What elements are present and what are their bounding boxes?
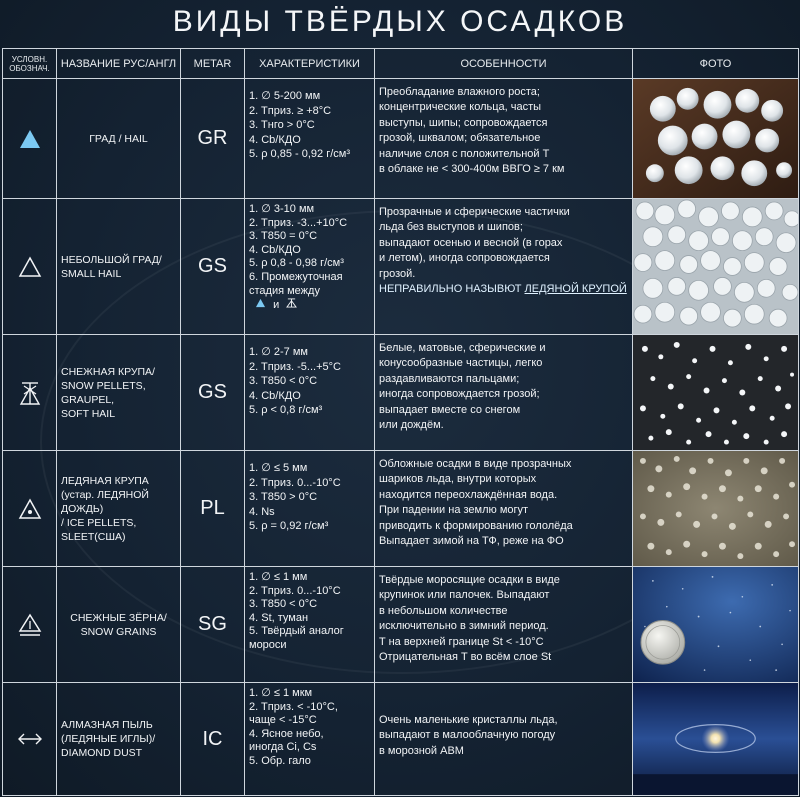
char-line: 1. ∅ ≤ 1 мм (249, 571, 308, 583)
header-name: НАЗВАНИЕ РУС/АНГЛ (57, 49, 181, 79)
char-line: 5. ρ < 0,8 г/см³ (249, 404, 323, 417)
header-characteristics: ХАРАКТЕРИСТИКИ (245, 49, 375, 79)
ice-pellets-photo (633, 451, 799, 567)
name-line: (ЛЕДЯНЫЕ ИГЛЫ)/ (61, 733, 156, 745)
ice-pellets-symbol (3, 451, 57, 567)
header-photo: ФОТО (633, 49, 799, 79)
char-line: 4. Ns (249, 505, 275, 518)
feat-line: в небольшом количестве (379, 604, 508, 617)
feat-line: T на верхней границе St < -10°C (379, 635, 544, 648)
snow-grains-symbol (3, 567, 57, 683)
char-line: 4. Cb/КДО (249, 133, 301, 146)
char-line: 1. ∅ ≤ 5 мм (249, 462, 308, 474)
feat-line: наличие слоя с положительной T (379, 147, 550, 160)
feat-line: приводить к формированию гололёда (379, 519, 573, 532)
name-line: GRAUPEL, (61, 393, 115, 406)
name-line: SOFT HAIL (61, 407, 116, 420)
char-line: 2. Tприз. -5...+5°C (249, 360, 341, 373)
precipitation-table (2, 48, 799, 796)
feat-line: крупинок или палочек. Выпадают (379, 589, 550, 602)
feat-line: исключительно в зимний период. (379, 620, 549, 633)
snow-grains-coin-photo (633, 567, 798, 682)
snow-grains-features (375, 567, 633, 683)
diamond-dust-characteristics (245, 683, 375, 796)
char-line: 1. ∅ 5-200 мм (249, 90, 321, 102)
hail-photo (633, 79, 799, 199)
char-line: 2. Tприз. ≥ +8°C (249, 104, 332, 117)
name-line: СНЕЖНАЯ КРУПА/ (61, 365, 155, 378)
feat-line: Белые, матовые, сферические и (379, 342, 546, 354)
feat-line: находится переохлаждённая вода. (379, 488, 558, 501)
char-line: иногда Ci, Cs (249, 741, 317, 754)
char-line: 4. Cb/КДО (249, 243, 301, 256)
hailstones-photo (633, 79, 798, 198)
feat-line: Преобладание влажного роста; (379, 86, 540, 98)
char-line: 4. St, туман (249, 611, 309, 624)
char-line: чаще < -15°C (249, 714, 317, 727)
name-line: SMALL HAIL (61, 267, 122, 280)
char-symbols (249, 298, 372, 313)
warning-prefix: НЕПРАВИЛЬНО НАЗЫВЮТ (379, 283, 522, 296)
feat-line: Очень маленькие кристаллы льда, (379, 714, 558, 726)
char-line: 2. Tприз. 0...-10°C (249, 476, 341, 489)
char-line: 1. ∅ ≤ 1 мкм (249, 687, 313, 699)
char-line: 2. Tприз. 0...-10°C (249, 584, 341, 597)
snow-pellets-features (375, 335, 633, 451)
feat-line: льда без выступов и шипов; (379, 221, 523, 234)
small-hail-name (57, 199, 181, 335)
feat-line: Прозрачные и сферические частички (379, 206, 570, 218)
outline-triangle-icon (18, 256, 42, 278)
feat-line: в облаке не < 300-400м ВВГО ≥ 7 км (379, 163, 565, 176)
small-hail-photo (633, 199, 799, 335)
name-line: НЕБОЛЬШОЙ ГРАД/ (61, 253, 162, 266)
name-line: ДОЖДЬ) (61, 502, 104, 515)
feat-line: или дождём. (379, 419, 444, 432)
feat-line: иногда сопровождается грозой; (379, 388, 540, 401)
name-line: АЛМАЗНАЯ ПЫЛЬ (61, 719, 153, 731)
symbols-joiner: и (273, 299, 280, 312)
name-line: (устар. ЛЕДЯНОЙ (61, 488, 149, 501)
filled-triangle-icon (18, 128, 42, 150)
feat-line: Выпадает зимой на ТФ, реже на ФО (379, 535, 564, 548)
feat-line: грозой. (379, 267, 416, 280)
feat-line: Отрицательная T во всём слое St (379, 651, 552, 664)
snow-pellet-icon (286, 298, 297, 308)
char-line: 5. Обр. гало (249, 754, 311, 767)
feat-line: в морозной АВМ (379, 744, 464, 757)
snow-grains-name (57, 567, 181, 683)
header-features: ОСОБЕННОСТИ (375, 49, 633, 79)
diamond-dust-symbol (3, 683, 57, 796)
hail-symbol (3, 79, 57, 199)
feat-line: Твёрдые моросящие осадки в виде (379, 574, 560, 586)
small-hail-symbol (3, 199, 57, 335)
name-line: SLEET(США) (61, 530, 126, 543)
char-line: 2. Tприз. -3...+10°C (249, 216, 348, 229)
char-line: 3. T850 > 0°C (249, 491, 318, 504)
small-hail-characteristics (245, 199, 375, 335)
char-line: 6. Промежуточная (249, 270, 343, 283)
char-line: 3. Tнго > 0°C (249, 119, 315, 132)
diamond-dust-halo-photo (633, 683, 798, 795)
feat-line: выпадают в малооблачную погоду (379, 729, 556, 742)
snow-grains-metar: SG (181, 567, 245, 683)
ice-pellets-metar: PL (181, 451, 245, 567)
diamond-dust-name (57, 683, 181, 796)
snow-pellets-symbol (3, 335, 57, 451)
feat-line: конусообразные частицы, легко (379, 357, 543, 370)
small-hail-features (375, 199, 633, 335)
name-line: SNOW GRAINS (80, 625, 157, 638)
char-line: 1. ∅ 2-7 мм (249, 346, 308, 358)
feat-line: выпадают осенью и весной (в горах (379, 236, 563, 249)
triangle-line-icon (18, 613, 42, 637)
feat-line: грозой, шквалом; обязательное (379, 132, 541, 145)
small-hail-metar: GS (181, 199, 245, 335)
diamond-dust-features (375, 683, 633, 796)
name-line: ГРАД / HAIL (89, 132, 148, 145)
feat-line: выступы, шипы; сопровождается (379, 116, 548, 129)
ice-pellets-features (375, 451, 633, 567)
char-line: 5. ρ 0,85 - 0,92 г/см³ (249, 148, 350, 161)
snow-grains-characteristics (245, 567, 375, 683)
char-line: 3. T850 = 0°C (249, 230, 318, 243)
snow-pellets-characteristics (245, 335, 375, 451)
small-hail-photo-image (633, 199, 798, 334)
snow-pellets-metar: GS (181, 335, 245, 451)
diamond-dust-metar: IC (181, 683, 245, 796)
char-line: 5. Твёрдый аналог (249, 625, 344, 638)
feat-line: и летом), иногда сопровождается (379, 252, 550, 265)
feat-line: Обложные осадки в виде прозрачных (379, 458, 572, 470)
name-line: ЛЕДЯНАЯ КРУПА (61, 474, 149, 487)
ice-pellets-characteristics (245, 451, 375, 567)
feat-line: шариков льда, внутри которых (379, 473, 537, 486)
double-arrow-icon (17, 732, 43, 746)
name-line: DIAMOND DUST (61, 747, 143, 759)
char-line: 3. T850 < 0°C (249, 375, 318, 388)
name-line: SNOW PELLETS, (61, 379, 146, 392)
feat-line: выпадает вместе со снегом (379, 403, 521, 416)
snow-pellets-photo (633, 335, 799, 451)
ice-pellets-photo-image (633, 451, 798, 566)
char-line: 5. ρ 0,8 - 0,98 г/см³ (249, 257, 344, 270)
warning-term: ЛЕДЯНОЙ КРУПОЙ (524, 283, 627, 296)
feat-line: концентрические кольца, часты (379, 101, 542, 114)
hail-metar: GR (181, 79, 245, 199)
feat-line: раздавливаются пальцами; (379, 372, 520, 385)
snow-pellet-icon (18, 380, 42, 406)
page-title: ВИДЫ ТВЁРДЫХ ОСАДКОВ (172, 5, 628, 38)
char-line: 2. Tприз. < -10°C, (249, 700, 338, 713)
char-line: 4. Ясное небо, (249, 727, 324, 740)
name-line: / ICE PELLETS, (61, 516, 137, 529)
char-line: 3. T850 < 0°C (249, 598, 318, 611)
char-line: 1. ∅ 3-10 мм (249, 203, 315, 215)
snow-pellets-name (57, 335, 181, 451)
diamond-dust-photo (633, 683, 799, 796)
graupel-photo (633, 335, 798, 450)
name-line: СНЕЖНЫЕ ЗЁРНА/ (70, 611, 167, 624)
hail-characteristics (245, 79, 375, 199)
hail-name (57, 79, 181, 199)
misnomer-warning (379, 282, 628, 297)
header-symbol: УСЛОВН. ОБОЗНАЧ. (3, 49, 57, 79)
header-metar: METAR (181, 49, 245, 79)
triangle-dot-icon (18, 498, 42, 520)
char-line: 4. Cb/КДО (249, 389, 301, 402)
filled-triangle-icon (255, 298, 266, 308)
char-line: 5. ρ = 0,92 г/см³ (249, 520, 329, 533)
char-line: мороси (249, 638, 287, 651)
feat-line: При падении на землю могут (379, 504, 529, 517)
hail-features (375, 79, 633, 199)
snow-grains-photo (633, 567, 799, 683)
ice-pellets-name (57, 451, 181, 567)
char-line: стадия между (249, 284, 320, 297)
